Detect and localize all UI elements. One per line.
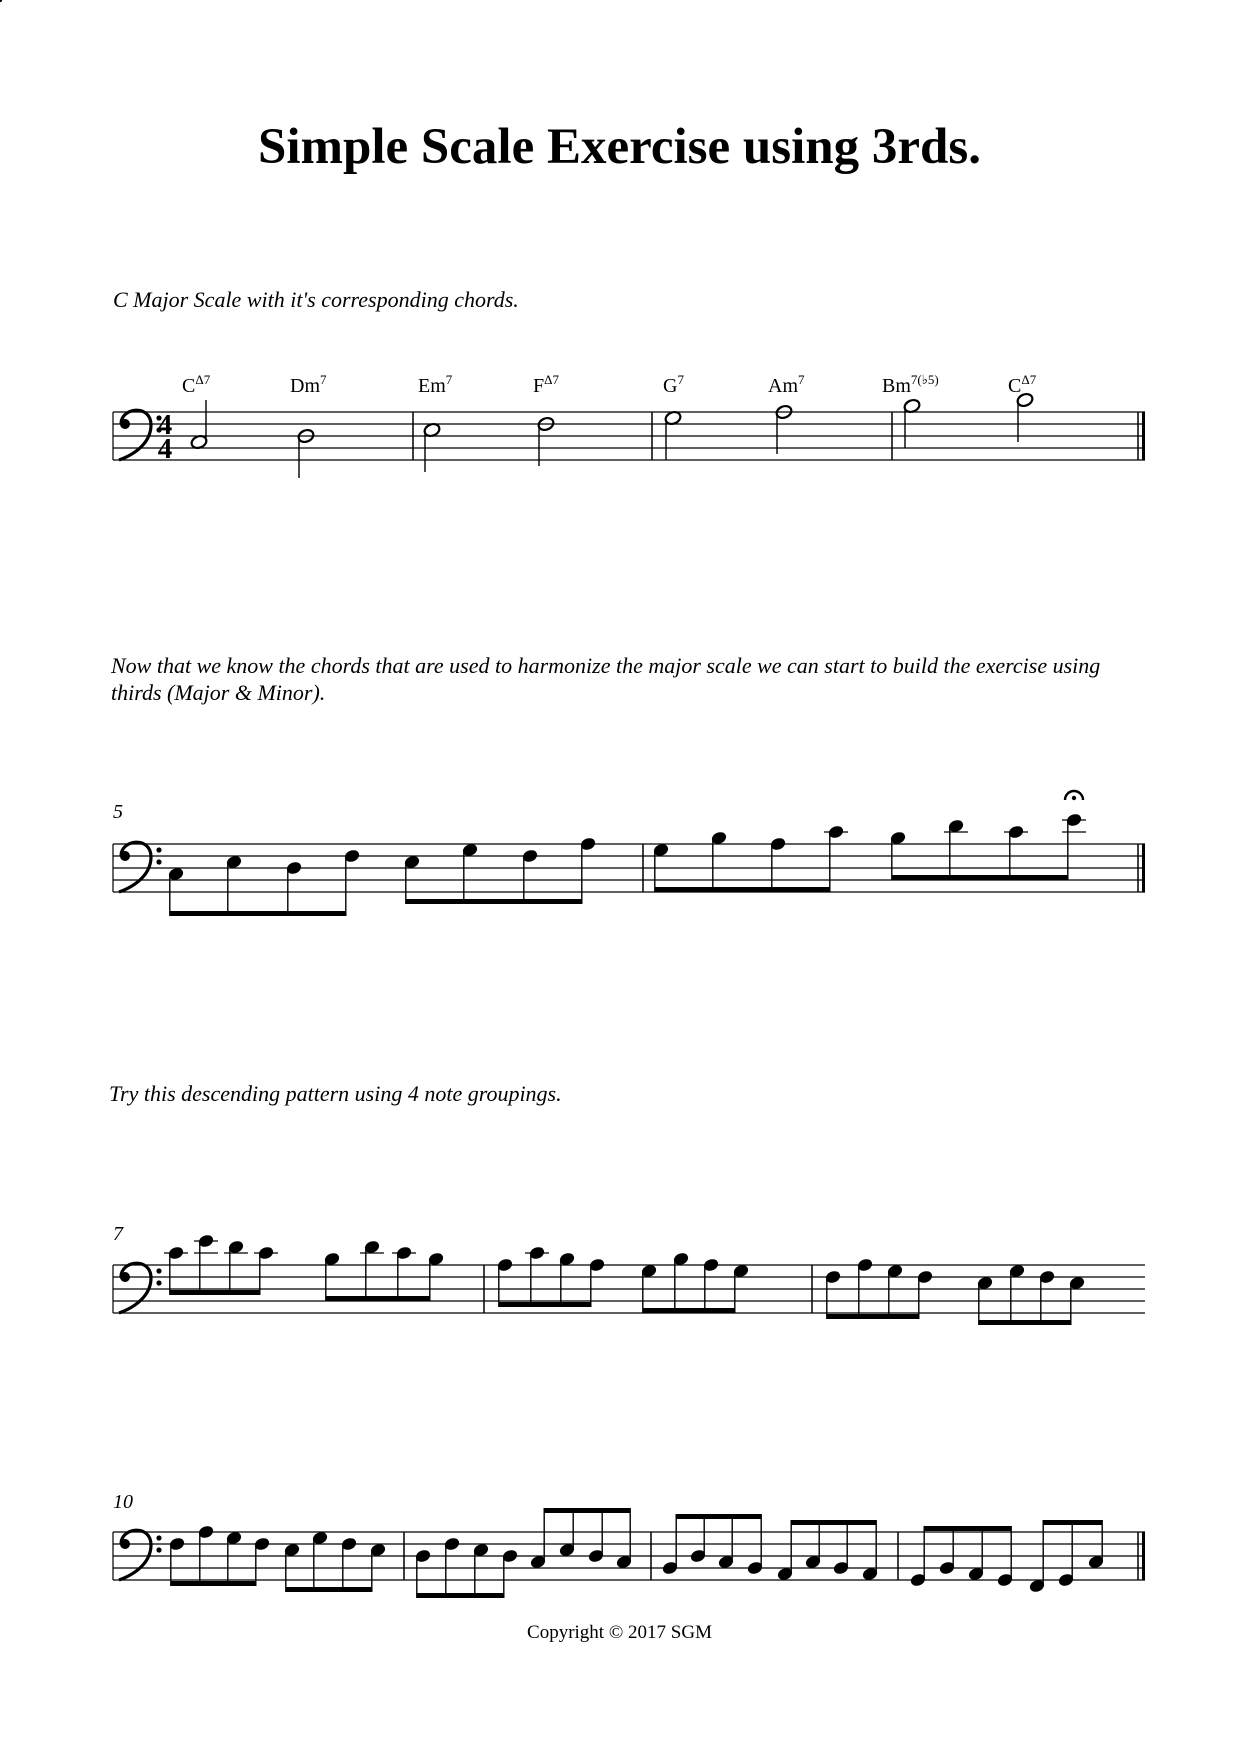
chord-root: C [1008,375,1022,397]
chord-symbol [663,372,684,397]
chord-root: F [533,375,545,397]
beam [676,1514,761,1519]
page-title: Simple Scale Exercise using 3rds. [258,119,981,175]
section-1-text: C Major Scale with it's corresponding chords. [113,287,519,312]
beam [171,1581,256,1586]
chord-root: C [182,375,196,397]
bass-clef-dot [156,1547,161,1552]
bass-clef-dot [156,1268,161,1273]
beam [655,887,830,892]
bass-clef [119,1530,151,1580]
beam [417,1593,504,1598]
measure-number: 10 [113,1491,133,1513]
beam [979,1320,1071,1325]
chord-symbol [418,372,453,397]
chord-symbol [182,372,211,397]
section-2-text: Now that we know the chords that are used to harmonize the major scale we can start to build the exercise using thirds (Major & Minor). [111,653,1101,705]
measure-number: 5 [113,801,123,823]
beam [406,899,582,904]
chord-quality: 7 [677,372,684,387]
bass-clef-dot [156,847,161,852]
bass-clef-dot [156,1535,161,1540]
time-signature-bottom: 4 [157,433,173,465]
staff [113,1223,1145,1325]
bass-clef [119,410,151,460]
beam [791,1520,876,1525]
beam [170,1290,260,1295]
bass-clef-dot [156,859,161,864]
chord-root: Em [418,375,446,397]
chord-quality: Δ7 [1021,372,1037,387]
fermata-dot [1072,796,1076,800]
chord-root: G [663,375,678,397]
chord-symbol [290,372,327,397]
beam [892,875,1068,880]
chord-root: Bm [882,375,911,397]
section-3-text: Try this descending pattern using 4 note groupings. [109,1081,562,1106]
chord-symbol [1008,372,1037,397]
chord-quality: Δ7 [195,372,211,387]
chord-quality: 7(♭5) [910,372,939,387]
chord-symbol [533,372,559,397]
chord-quality: 7 [798,372,805,387]
beam [286,1587,372,1592]
chord-quality: 7 [445,372,453,387]
chord-quality: Δ7 [544,372,559,387]
beam [643,1308,735,1313]
chord-quality: 7 [320,372,327,387]
bass-clef [119,1263,151,1313]
fermata-dot [0,0,2,2]
beam [499,1302,591,1307]
beam [170,911,346,916]
staff [113,372,1145,478]
time-signature-top: 4 [157,409,173,441]
chord-symbol [768,372,805,397]
beam [326,1296,430,1301]
beam [1043,1520,1102,1525]
measure-number: 7 [113,1223,123,1245]
chord-root: Dm [290,375,320,397]
copyright-footer: Copyright © 2017 SGM [527,1622,712,1643]
chord-root: Am [768,375,798,397]
bass-clef-dot [156,1280,161,1285]
chord-symbol [882,372,939,397]
beam [924,1526,1011,1531]
beam [827,1314,919,1319]
bass-clef [119,842,151,892]
beam [544,1508,630,1513]
staff [113,791,1145,916]
